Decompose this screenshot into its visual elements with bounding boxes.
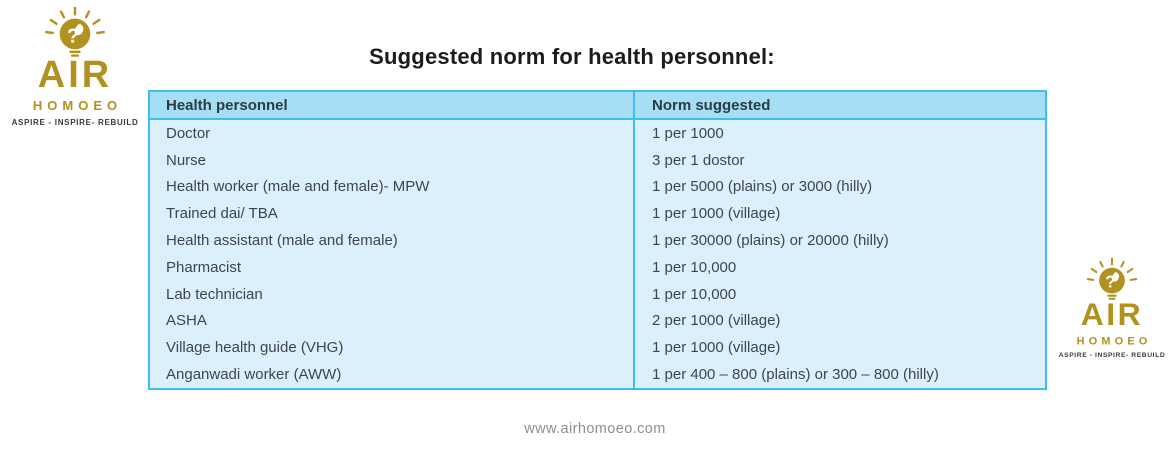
logo-name: AIR <box>37 54 113 96</box>
cell-personnel: Health assistant (male and female) <box>166 232 398 250</box>
lightbulb-logo-icon <box>1077 258 1148 302</box>
table-row <box>150 200 1045 227</box>
table-row <box>150 361 1045 388</box>
logo-right <box>1057 258 1168 359</box>
logo-subname: HOMOEO <box>1076 334 1152 348</box>
cell-norm: 2 per 1000 (village) <box>633 308 1045 335</box>
logo-name: AIR <box>1080 297 1144 333</box>
cell-personnel: Anganwadi worker (AWW) <box>166 366 342 384</box>
logo-tagline: ASPIRE - INSPIRE- REBUILD <box>11 118 139 127</box>
table-row <box>150 120 1045 147</box>
table-row <box>150 254 1045 281</box>
table-row <box>150 334 1045 361</box>
cell-norm: 3 per 1 dostor <box>633 147 1045 174</box>
cell-norm: 1 per 10,000 <box>633 254 1045 281</box>
cell-personnel: Nurse <box>166 151 207 169</box>
table-row <box>150 281 1045 308</box>
cell-norm: 1 per 5000 (plains) or 3000 (hilly) <box>633 174 1045 201</box>
table-row <box>150 227 1045 254</box>
table-row <box>150 147 1045 174</box>
cell-norm: 1 per 400 – 800 (plains) or 300 – 800 (hilly) <box>633 361 1045 388</box>
table-row <box>150 308 1045 335</box>
cell-norm: 1 per 1000 (village) <box>633 334 1045 361</box>
cell-personnel: ASHA <box>166 312 207 330</box>
cell-norm: 1 per 1000 (village) <box>633 200 1045 227</box>
cell-personnel: Village health guide (VHG) <box>166 339 344 357</box>
logo-tagline: ASPIRE - INSPIRE- REBUILD <box>1058 351 1166 359</box>
cell-personnel: Trained dai/ TBA <box>166 205 278 223</box>
logo-left <box>9 7 141 127</box>
cell-personnel: Pharmacist <box>166 258 242 276</box>
svg-text:?: ? <box>1105 271 1116 292</box>
table-body <box>150 120 1045 388</box>
health-personnel-table <box>148 90 1047 390</box>
page-title: Suggested norm for health personnel: <box>369 44 775 69</box>
cell-personnel: Doctor <box>166 124 211 142</box>
cell-personnel: Lab technician <box>166 285 263 303</box>
table-row <box>150 174 1045 201</box>
column-header-norm-suggested: Norm suggested <box>633 92 1045 118</box>
logo-subname: HOMOEO <box>32 98 123 113</box>
cell-norm: 1 per 1000 <box>633 120 1045 147</box>
lightbulb-logo-icon <box>33 7 117 59</box>
table-header <box>150 92 1045 120</box>
website-url: www.airhomoeo.com <box>524 421 666 437</box>
cell-norm: 1 per 30000 (plains) or 20000 (hilly) <box>633 227 1045 254</box>
cell-norm: 1 per 10,000 <box>633 281 1045 308</box>
column-header-health-personnel: Health personnel <box>166 96 288 114</box>
svg-text:?: ? <box>66 25 80 48</box>
cell-personnel: Health worker (male and female)- MPW <box>166 178 430 196</box>
